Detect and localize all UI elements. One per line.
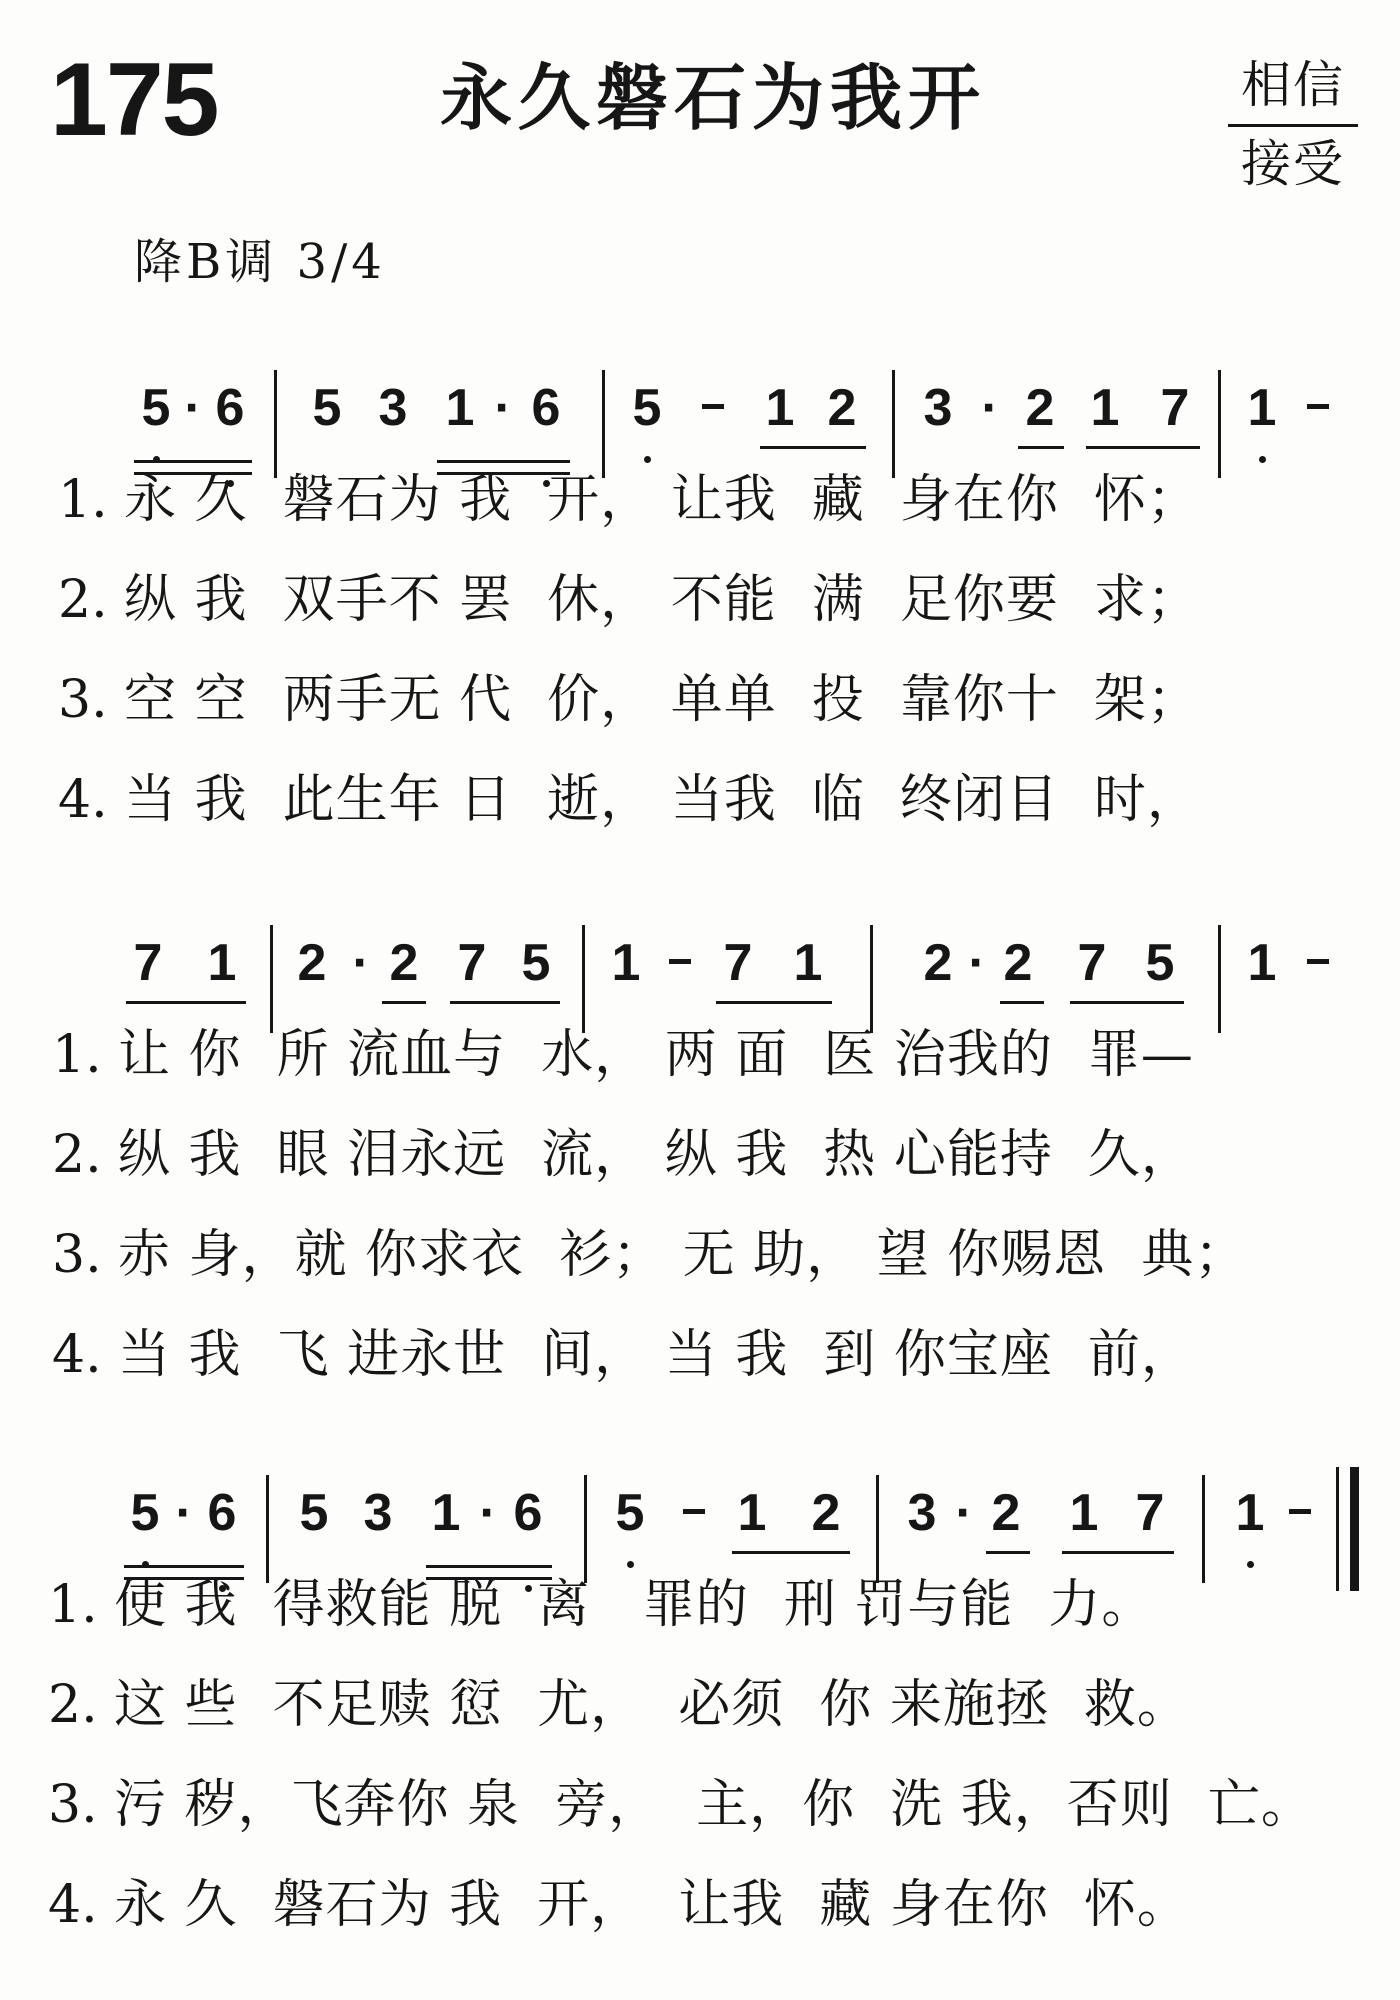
rhythm-underline bbox=[124, 1565, 244, 1568]
low-octave-dot bbox=[1259, 456, 1266, 463]
note: 2 bbox=[1003, 934, 1033, 992]
rhythm-underline bbox=[1062, 1551, 1174, 1554]
verse-number: 3. bbox=[58, 670, 108, 730]
rhythm-underline bbox=[732, 1551, 850, 1554]
low-octave-dot bbox=[644, 456, 651, 463]
verse-number: 1. bbox=[48, 1575, 98, 1635]
topic-divider bbox=[1228, 124, 1358, 127]
rhythm-underline bbox=[1086, 446, 1200, 449]
lyric-line-verse-3 bbox=[0, 665, 1400, 735]
lyric-line-verse-2 bbox=[0, 1120, 1400, 1190]
verse-number: 4. bbox=[48, 1875, 98, 1935]
note: 3 bbox=[923, 379, 953, 437]
note: 1 bbox=[737, 1484, 767, 1542]
verse-number: 3. bbox=[52, 1225, 102, 1285]
lyric-text: 这 些 不足赎 愆 尤， 必须 你 来施拯 救。 bbox=[114, 1675, 1190, 1735]
low-octave-dot bbox=[1247, 1561, 1254, 1568]
hymn-number: 175 bbox=[50, 42, 218, 158]
lyric-text: 使 我 得救能 脱 离 罪的 刑 罚与能 力。 bbox=[114, 1575, 1155, 1635]
note: 2 bbox=[923, 934, 953, 992]
rhythm-underline bbox=[1000, 1001, 1044, 1004]
note: 3 bbox=[378, 379, 408, 437]
hymn-title: 永久磐石为我开 bbox=[440, 56, 987, 140]
note: 5 bbox=[624, 380, 670, 436]
topic-label bbox=[1228, 56, 1358, 193]
key-signature: 降B调 3/4 bbox=[134, 234, 386, 290]
augmentation-dot: · bbox=[479, 1484, 497, 1542]
barline bbox=[274, 370, 277, 478]
lyric-line-verse-3 bbox=[0, 1220, 1400, 1290]
barline bbox=[870, 925, 873, 1033]
note: 1 bbox=[207, 934, 237, 992]
note: 3 bbox=[363, 1484, 393, 1542]
sustain-dash bbox=[1307, 959, 1329, 964]
barline bbox=[1218, 370, 1221, 478]
note: 6 bbox=[523, 380, 569, 436]
augmentation-dot: · bbox=[184, 379, 202, 437]
barline bbox=[266, 1475, 269, 1583]
note: 7 bbox=[1077, 934, 1107, 992]
barline bbox=[270, 925, 273, 1033]
note: 1 bbox=[1090, 379, 1120, 437]
note: 1 bbox=[793, 934, 823, 992]
note: 1 bbox=[1247, 934, 1277, 992]
note: 1 bbox=[1227, 1485, 1273, 1541]
barline bbox=[582, 925, 585, 1033]
verse-number: 1. bbox=[58, 470, 108, 530]
note: 6 bbox=[505, 1485, 551, 1541]
note: 3 bbox=[907, 1484, 937, 1542]
lyric-line-verse-4 bbox=[0, 765, 1400, 835]
lyric-line-verse-3 bbox=[0, 1770, 1400, 1840]
note: 6 bbox=[199, 1485, 245, 1541]
barline bbox=[876, 1475, 879, 1583]
note: 2 bbox=[389, 934, 419, 992]
rhythm-underline bbox=[382, 1001, 426, 1004]
verse-number: 2. bbox=[48, 1675, 98, 1735]
lyric-line-verse-2 bbox=[0, 1670, 1400, 1740]
note: 2 bbox=[1025, 379, 1055, 437]
lyric-text: 纵 我 眼 泪永远 流， 纵 我 热 心能持 久， bbox=[118, 1125, 1194, 1185]
lyric-text: 纵 我 双手不 罢 休， 不能 满 足你要 求； bbox=[124, 570, 1200, 630]
rhythm-underline bbox=[437, 460, 570, 463]
note: 2 bbox=[297, 934, 327, 992]
lyric-line-verse-1 bbox=[0, 1570, 1400, 1640]
lyric-line-verse-1 bbox=[0, 1020, 1400, 1090]
barline bbox=[602, 370, 605, 478]
note: 5 bbox=[133, 380, 179, 436]
barline bbox=[584, 1475, 587, 1583]
verse-number: 4. bbox=[58, 770, 108, 830]
note: 7 bbox=[457, 934, 487, 992]
note: 7 bbox=[1160, 379, 1190, 437]
lyric-line-verse-4 bbox=[0, 1870, 1400, 1940]
note: 2 bbox=[827, 379, 857, 437]
lyric-text: 永 久 磐石为 我 开， 让我 藏 身在你 怀； bbox=[124, 470, 1200, 530]
rhythm-underline bbox=[134, 460, 252, 463]
lyric-text: 永 久 磐石为 我 开， 让我 藏 身在你 怀。 bbox=[114, 1875, 1190, 1935]
augmentation-dot: · bbox=[494, 379, 512, 437]
lyric-text: 当 我 此生年 日 逝， 当我 临 终闭目 时， bbox=[124, 770, 1200, 830]
augmentation-dot: · bbox=[352, 934, 370, 992]
note: 1 bbox=[445, 379, 475, 437]
sustain-dash bbox=[669, 959, 691, 964]
augmentation-dot: · bbox=[175, 1484, 193, 1542]
barline bbox=[892, 370, 895, 478]
verse-number: 2. bbox=[52, 1125, 102, 1185]
verse-number: 4. bbox=[52, 1325, 102, 1385]
note: 1 bbox=[611, 934, 641, 992]
lyric-line-verse-2 bbox=[0, 565, 1400, 635]
note: 1 bbox=[1239, 380, 1285, 436]
note: 5 bbox=[122, 1485, 168, 1541]
note: 7 bbox=[1135, 1484, 1165, 1542]
rhythm-underline bbox=[126, 1001, 246, 1004]
note: 5 bbox=[312, 379, 342, 437]
augmentation-dot: · bbox=[968, 934, 986, 992]
low-octave-dot bbox=[627, 1561, 634, 1568]
lyric-text: 当 我 飞 进永世 间， 当 我 到 你宝座 前， bbox=[118, 1325, 1194, 1385]
note: 2 bbox=[991, 1484, 1021, 1542]
sustain-dash bbox=[702, 404, 724, 409]
verse-number: 2. bbox=[58, 570, 108, 630]
augmentation-dot: · bbox=[981, 379, 999, 437]
note: 6 bbox=[207, 380, 253, 436]
sustain-dash bbox=[1307, 404, 1329, 409]
note: 1 bbox=[1069, 1484, 1099, 1542]
topic-top: 相信 bbox=[1241, 56, 1345, 114]
note: 1 bbox=[765, 379, 795, 437]
rhythm-underline bbox=[760, 446, 866, 449]
note: 7 bbox=[133, 934, 163, 992]
rhythm-underline bbox=[450, 1001, 560, 1004]
note: 5 bbox=[607, 1485, 653, 1541]
lyric-text: 空 空 两手无 代 价， 单单 投 靠你十 架； bbox=[124, 670, 1200, 730]
verse-number: 1. bbox=[52, 1025, 102, 1085]
barline bbox=[1202, 1475, 1205, 1583]
topic-bottom: 接受 bbox=[1241, 135, 1345, 193]
lyric-text: 赤 身，就 你求衣 衫； 无 助， 望 你赐恩 典； bbox=[118, 1225, 1248, 1285]
note: 7 bbox=[723, 934, 753, 992]
rhythm-underline bbox=[1070, 1001, 1184, 1004]
rhythm-underline bbox=[1018, 446, 1064, 449]
rhythm-underline bbox=[986, 1551, 1030, 1554]
lyric-line-verse-4 bbox=[0, 1320, 1400, 1390]
sustain-dash bbox=[683, 1509, 705, 1514]
note: 5 bbox=[521, 934, 551, 992]
rhythm-underline bbox=[716, 1001, 832, 1004]
rhythm-underline bbox=[426, 1565, 552, 1568]
note: 5 bbox=[1145, 934, 1175, 992]
verse-number: 3. bbox=[48, 1775, 98, 1835]
lyric-line-verse-1 bbox=[0, 465, 1400, 535]
note: 1 bbox=[431, 1484, 461, 1542]
lyric-text: 污 秽，飞奔你 泉 旁， 主，你 洗 我，否则 亡。 bbox=[114, 1775, 1314, 1835]
lyric-text: 让 你 所 流血与 水， 两 面 医 治我的 罪— bbox=[118, 1025, 1194, 1085]
barline bbox=[1218, 925, 1221, 1033]
note: 2 bbox=[811, 1484, 841, 1542]
sustain-dash bbox=[1289, 1509, 1311, 1514]
note: 5 bbox=[299, 1484, 329, 1542]
augmentation-dot: · bbox=[955, 1484, 973, 1542]
